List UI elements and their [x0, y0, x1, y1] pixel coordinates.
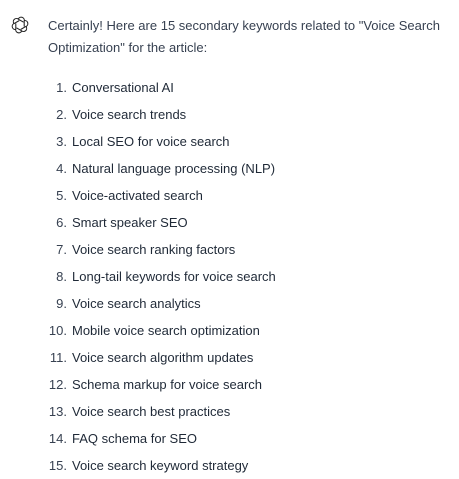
list-item — [48, 263, 453, 290]
list-item-number: 2. — [56, 107, 67, 122]
list-item-text: Voice search algorithm updates — [72, 350, 254, 365]
list-item-text: Mobile voice search optimization — [72, 323, 260, 338]
list-item — [48, 236, 453, 263]
list-item-text: Voice-activated search — [72, 188, 203, 203]
list-item-number: 12. — [48, 377, 67, 392]
list-item-number: 4. — [56, 161, 67, 176]
list-item — [48, 155, 453, 182]
keyword-list — [48, 74, 453, 479]
list-item-text: Voice search analytics — [72, 296, 201, 311]
openai-logo-icon — [11, 16, 29, 34]
list-item-text: Schema markup for voice search — [72, 377, 263, 392]
list-item — [48, 344, 453, 371]
list-item-text: Smart speaker SEO — [72, 215, 188, 230]
list-item — [48, 101, 453, 128]
list-item — [48, 371, 453, 398]
list-item-number: 11. — [49, 350, 67, 365]
list-item-text: Voice search keyword strategy — [72, 458, 249, 473]
list-item-number: 10. — [48, 323, 67, 338]
list-item-text: Voice search best practices — [72, 404, 231, 419]
list-item — [48, 209, 453, 236]
list-item-text: Long-tail keywords for voice search — [72, 269, 276, 284]
list-item-number: 9. — [56, 296, 67, 311]
list-item-text: Voice search trends — [72, 107, 187, 122]
list-item-text: FAQ schema for SEO — [72, 431, 197, 446]
list-item — [48, 398, 453, 425]
list-item-text: Local SEO for voice search — [72, 134, 230, 149]
list-item-number: 3. — [56, 134, 67, 149]
list-item — [48, 290, 453, 317]
message-content — [48, 15, 453, 479]
list-item — [48, 317, 453, 344]
list-item — [48, 74, 453, 101]
list-item — [48, 425, 453, 452]
list-item-number: 13. — [48, 404, 67, 419]
list-item-number: 14. — [48, 431, 67, 446]
list-item-number: 1. — [56, 80, 67, 95]
list-item-number: 8. — [56, 269, 67, 284]
list-item — [48, 182, 453, 209]
list-item-text: Conversational AI — [72, 80, 174, 95]
list-item — [48, 128, 453, 155]
list-item-text: Natural language processing (NLP) — [72, 161, 276, 176]
list-item-number: 5. — [56, 188, 67, 203]
list-item — [48, 452, 453, 479]
message-intro: Certainly! Here are 15 secondary keywords related to "Voice Search Optimization" for the article: — [48, 18, 440, 55]
list-item-number: 7. — [56, 242, 67, 257]
list-item-text: Voice search ranking factors — [72, 242, 236, 257]
list-item-number: 15. — [48, 458, 67, 473]
list-item-number: 6. — [56, 215, 67, 230]
